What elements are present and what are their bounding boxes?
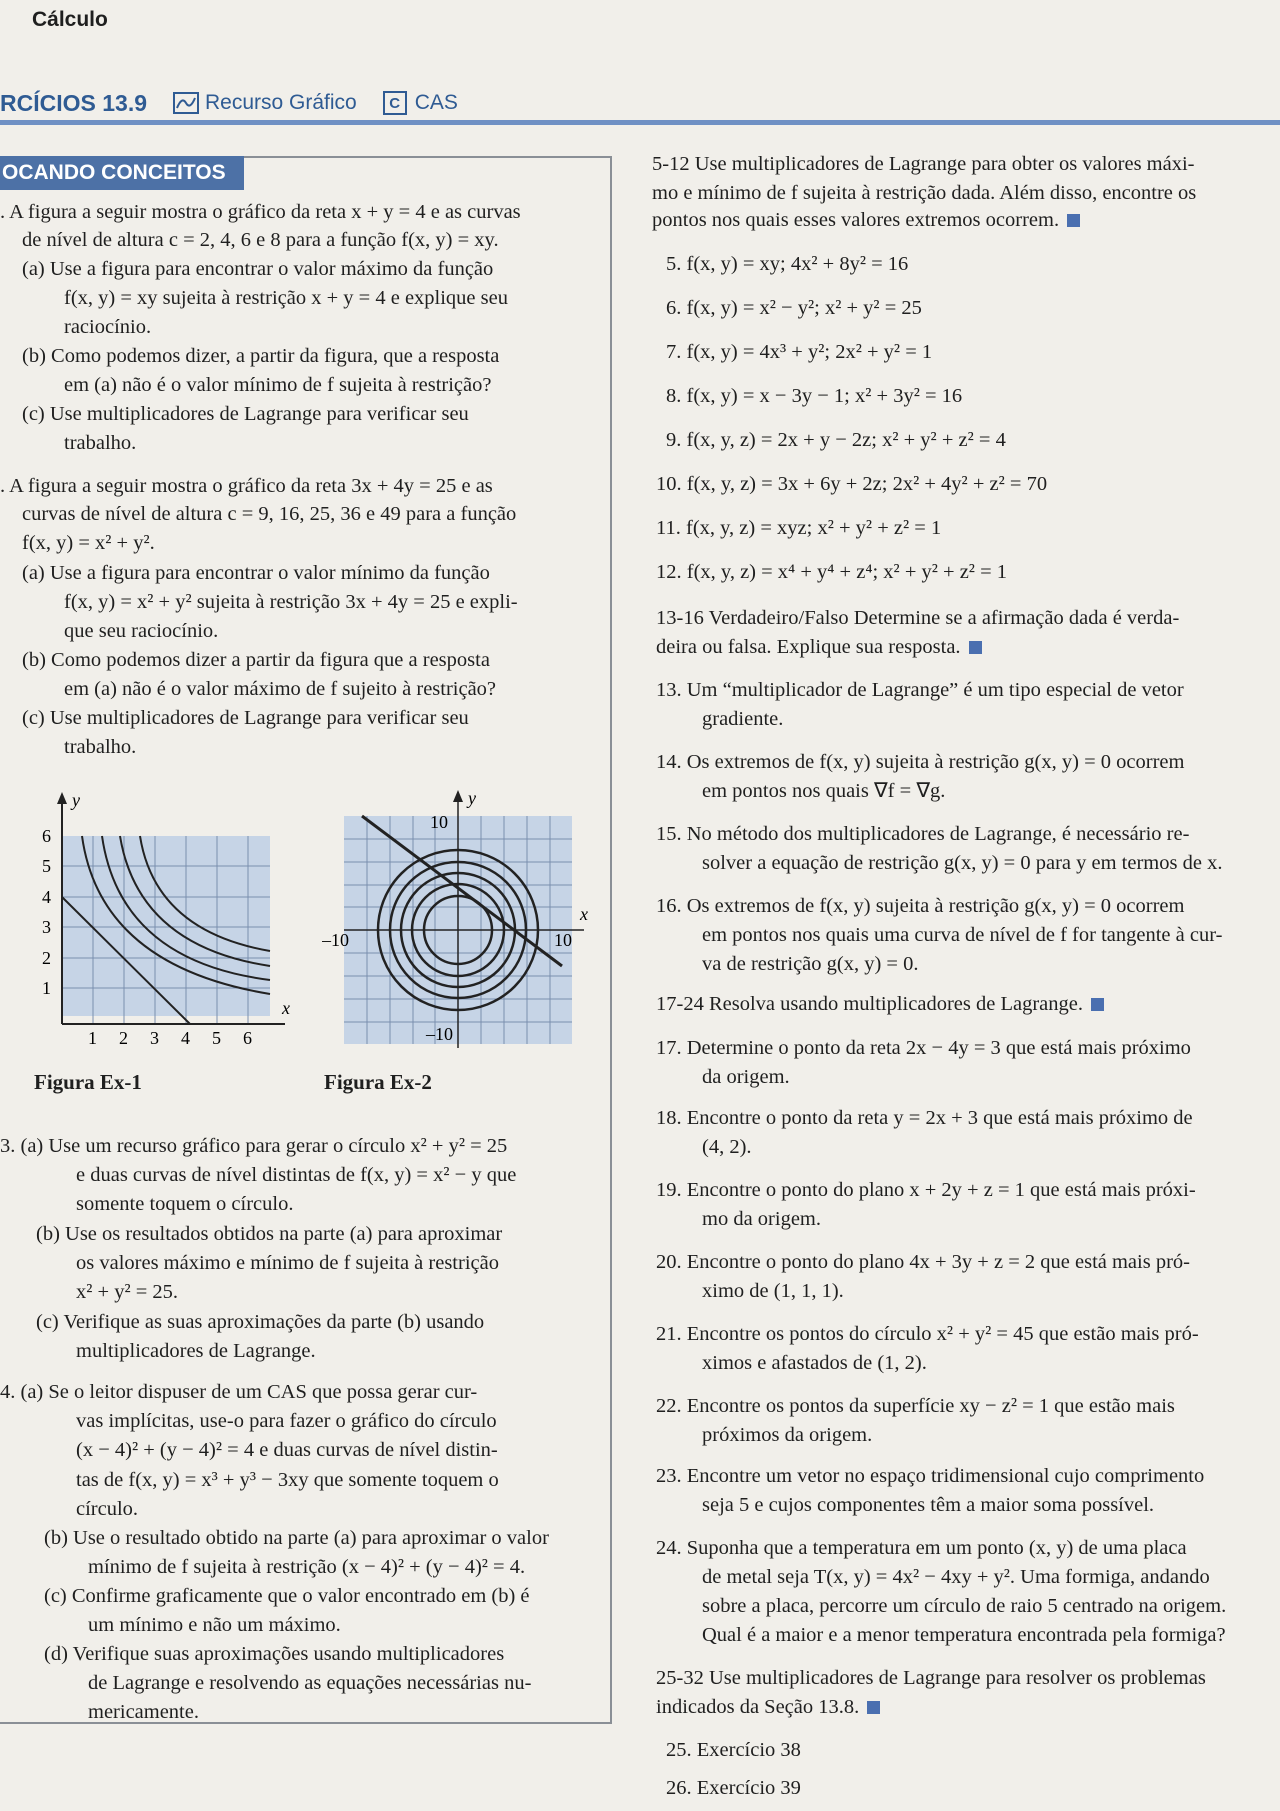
ex13: gradiente.: [702, 708, 784, 730]
ex3a-line: e duas curvas de nível distintas de f(x, y) = x² − y que: [76, 1164, 517, 1186]
svg-text:3: 3: [42, 917, 51, 937]
fig2-bottom-tick: –10: [426, 1024, 453, 1044]
ex16: em pontos nos quais uma curva de nível de f for tangente à cur-: [702, 924, 1223, 946]
ex23: 23. Encontre um vetor no espaço tridimensional cujo comprimento: [656, 1465, 1205, 1487]
ex1c-line: trabalho.: [64, 432, 137, 454]
ex14: em pontos nos quais ∇f = ∇g.: [702, 780, 946, 802]
ex18: (4, 2).: [702, 1136, 752, 1158]
group-13-16-instructions: deira ou falsa. Explique sua resposta.: [656, 635, 982, 659]
fig1-axis-x: x: [282, 998, 290, 1018]
svg-text:6: 6: [42, 826, 51, 846]
ex4c-line: um mínimo e não um máximo.: [88, 1614, 341, 1636]
fig1-axis-y: y: [72, 790, 80, 810]
svg-text:1: 1: [42, 978, 51, 998]
ex11: 11. f(x, y, z) = xyz; x² + y² + z² = 1: [656, 517, 942, 539]
ex2b-line: (b) Como podemos dizer a partir da figura que a resposta: [22, 649, 490, 671]
ex24: sobre a placa, percorre um círculo de raio 5 centrado na origem.: [702, 1595, 1227, 1617]
ex20: ximo de (1, 1, 1).: [702, 1280, 844, 1302]
ex4b-line: mínimo de f sujeita à restrição (x − 4)² + (y − 4)² = 4.: [88, 1556, 526, 1578]
svg-text:4: 4: [181, 1028, 190, 1048]
ex2-line: f(x, y) = x² + y².: [22, 532, 155, 554]
ex1b-line: (b) Como podemos dizer, a partir da figura, que a resposta: [22, 345, 500, 367]
ex4a-line: tas de f(x, y) = x³ + y³ − 3xy que somente toquem o: [76, 1469, 499, 1491]
concepts-tab: OCANDO CONCEITOS: [0, 156, 244, 190]
ex1b-line: em (a) não é o valor mínimo de f sujeita à restrição?: [64, 374, 492, 396]
fig2-left-tick: –10: [322, 930, 349, 950]
group-13-16-instructions: 13-16 Verdadeiro/Falso Determine se a afirmação dada é verda-: [656, 607, 1180, 629]
group-5-12-instructions: 5-12 Use multiplicadores de Lagrange para obter os valores máxi-: [652, 153, 1195, 175]
ex1c-line: (c) Use multiplicadores de Lagrange para verificar seu: [22, 403, 469, 425]
svg-text:3: 3: [150, 1028, 159, 1048]
end-marker-icon: [1067, 214, 1080, 227]
ex1-line: . A figura a seguir mostra o gráfico da reta x + y = 4 e as curvas: [0, 201, 521, 223]
ex7: 7. f(x, y) = 4x³ + y²; 2x² + y² = 1: [666, 341, 933, 363]
ex15: 15. No método dos multiplicadores de Lagrange, é necessário re-: [656, 823, 1190, 845]
ex2b-line: em (a) não é o valor máximo de f sujeito à restrição?: [64, 678, 497, 700]
ex21: ximos e afastados de (1, 2).: [702, 1352, 927, 1374]
figure-ex2: [322, 786, 602, 1056]
svg-text:4: 4: [42, 887, 51, 907]
ex3b-line: os valores máximo e mínimo de f sujeita à restrição: [76, 1252, 499, 1274]
graph-icon: [173, 92, 199, 114]
svg-text:6: 6: [243, 1028, 252, 1048]
fig2-axis-x: x: [580, 904, 588, 924]
ex4a-line: (x − 4)² + (y − 4)² = 4 e duas curvas de nível distin-: [76, 1439, 498, 1461]
end-marker-icon: [1091, 998, 1104, 1011]
group-5-12-instructions: mo e mínimo de f sujeita à restrição dada. Além disso, encontre os: [652, 182, 1197, 204]
ex2a-line: que seu raciocínio.: [64, 620, 219, 642]
ex4d-line: mericamente.: [88, 1701, 199, 1723]
ex2a-line: f(x, y) = x² + y² sujeita à restrição 3x + 4y = 25 e expli-: [64, 591, 518, 613]
ex25: 25. Exercício 38: [666, 1739, 801, 1761]
group-5-12-instructions: pontos nos quais esses valores extremos ocorrem.: [652, 208, 1080, 232]
end-marker-icon: [969, 641, 982, 654]
ex1a-line: f(x, y) = xy sujeita à restrição x + y = 4 e explique seu: [64, 287, 508, 309]
fig2-axis-y: y: [468, 788, 476, 808]
ex20: 20. Encontre o ponto do plano 4x + 3y + z = 2 que está mais pró-: [656, 1251, 1190, 1273]
end-marker-icon: [867, 1701, 880, 1714]
ex2c-line: trabalho.: [64, 736, 137, 758]
ex2a-line: (a) Use a figura para encontrar o valor mínimo da função: [22, 562, 490, 584]
ex16: va de restrição g(x, y) = 0.: [702, 953, 919, 975]
ex16: 16. Os extremos de f(x, y) sujeita à restrição g(x, y) = 0 ocorrem: [656, 895, 1185, 917]
ex22: próximos da origem.: [702, 1424, 873, 1446]
section-title: RCÍCIOS 13.9: [0, 89, 147, 116]
ex24: de metal seja T(x, y) = 4x² − 4xy + y². Uma formiga, andando: [702, 1566, 1210, 1588]
figure-ex1: [20, 786, 300, 1056]
ex19: mo da origem.: [702, 1208, 821, 1230]
ex3b-line: (b) Use os resultados obtidos na parte (a) para aproximar: [36, 1223, 503, 1245]
svg-text:2: 2: [119, 1028, 128, 1048]
fig1-caption: Figura Ex-1: [34, 1070, 142, 1094]
section-rule: [0, 120, 1280, 125]
ex4c-line: (c) Confirme graficamente que o valor encontrado em (b) é: [44, 1585, 530, 1607]
fig1-y-ticks: [42, 826, 51, 998]
ex4d-line: de Lagrange e resolvendo as equações necessárias nu-: [88, 1672, 532, 1694]
ex4a-line: círculo.: [76, 1498, 139, 1520]
ex17: 17. Determine o ponto da reta 2x − 4y = 3 que está mais próximo: [656, 1037, 1191, 1059]
ex26: 26. Exercício 39: [666, 1777, 801, 1799]
ex3c-line: (c) Verifique as suas aproximações da parte (b) usando: [36, 1311, 485, 1333]
ex21: 21. Encontre os pontos do círculo x² + y² = 45 que estão mais pró-: [656, 1323, 1199, 1345]
ex3a-line: somente toquem o círculo.: [76, 1193, 294, 1215]
ex2-line: . A figura a seguir mostra o gráfico da reta 3x + 4y = 25 e as: [0, 475, 493, 497]
ex19: 19. Encontre o ponto do plano x + 2y + z = 1 que está mais próxi-: [656, 1179, 1196, 1201]
svg-text:1: 1: [88, 1028, 97, 1048]
ex1a-line: raciocínio.: [64, 316, 152, 338]
ex2-line: curvas de nível de altura c = 9, 16, 25, 36 e 49 para a função: [22, 503, 517, 525]
ex1-line: de nível de altura c = 2, 4, 6 e 8 para a função f(x, y) = xy.: [22, 229, 499, 251]
ex9: 9. f(x, y, z) = 2x + y − 2z; x² + y² + z² = 4: [666, 429, 1006, 451]
cas-tool-label: C CAS: [383, 91, 458, 115]
group-25-32-instructions: 25-32 Use multiplicadores de Lagrange para resolver os problemas: [656, 1667, 1206, 1689]
ex23: seja 5 e cujos componentes têm a maior soma possível.: [702, 1494, 1155, 1516]
svg-text:5: 5: [42, 856, 51, 876]
graphing-tool-label: Recurso Gráfico: [173, 91, 357, 115]
section-header: [0, 86, 1280, 120]
fig1-x-ticks: [88, 1028, 252, 1048]
ex13: 13. Um “multiplicador de Lagrange” é um tipo especial de vetor: [656, 679, 1184, 701]
svg-text:2: 2: [42, 948, 51, 968]
ex4a-line: 4. (a) Se o leitor dispuser de um CAS que possa gerar cur-: [0, 1381, 478, 1403]
ex3a-line: 3. (a) Use um recurso gráfico para gerar o círculo x² + y² = 25: [0, 1135, 508, 1157]
group-25-32-instructions: indicados da Seção 13.8.: [656, 1695, 880, 1719]
ex14: 14. Os extremos de f(x, y) sujeita à restrição g(x, y) = 0 ocorrem: [656, 751, 1185, 773]
ex24: 24. Suponha que a temperatura em um ponto (x, y) de uma placa: [656, 1537, 1187, 1559]
fig2-caption: Figura Ex-2: [324, 1070, 432, 1094]
group-17-24-instructions: 17-24 Resolva usando multiplicadores de Lagrange.: [656, 992, 1104, 1016]
cas-icon: C: [383, 91, 407, 115]
ex6: 6. f(x, y) = x² − y²; x² + y² = 25: [666, 297, 922, 319]
running-head: Cálculo: [32, 8, 108, 31]
svg-text:5: 5: [212, 1028, 221, 1048]
ex10: 10. f(x, y, z) = 3x + 6y + 2z; 2x² + 4y² + z² = 70: [656, 473, 1048, 495]
ex15: solver a equação de restrição g(x, y) = 0 para y em termos de x.: [702, 852, 1223, 874]
ex4b-line: (b) Use o resultado obtido na parte (a) para aproximar o valor: [44, 1527, 549, 1549]
fig2-right-tick: 10: [554, 930, 572, 950]
ex4d-line: (d) Verifique suas aproximações usando multiplicadores: [44, 1643, 505, 1665]
ex3c-line: multiplicadores de Lagrange.: [76, 1340, 316, 1362]
ex24: Qual é a maior e a menor temperatura encontrada pela formiga?: [702, 1624, 1226, 1646]
ex18: 18. Encontre o ponto da reta y = 2x + 3 que está mais próximo de: [656, 1107, 1193, 1129]
ex4a-line: vas implícitas, use-o para fazer o gráfico do círculo: [76, 1410, 497, 1432]
ex1a-line: (a) Use a figura para encontrar o valor máximo da função: [22, 258, 494, 280]
ex12: 12. f(x, y, z) = x⁴ + y⁴ + z⁴; x² + y² + z² = 1: [656, 561, 1008, 583]
ex8: 8. f(x, y) = x − 3y − 1; x² + 3y² = 16: [666, 385, 963, 407]
ex3b-line: x² + y² = 25.: [76, 1281, 179, 1303]
fig2-top-tick: 10: [430, 812, 448, 832]
ex22: 22. Encontre os pontos da superfície xy − z² = 1 que estão mais: [656, 1395, 1175, 1417]
ex2c-line: (c) Use multiplicadores de Lagrange para verificar seu: [22, 707, 469, 729]
ex17: da origem.: [702, 1066, 790, 1088]
ex5: 5. f(x, y) = xy; 4x² + 8y² = 16: [666, 253, 909, 275]
